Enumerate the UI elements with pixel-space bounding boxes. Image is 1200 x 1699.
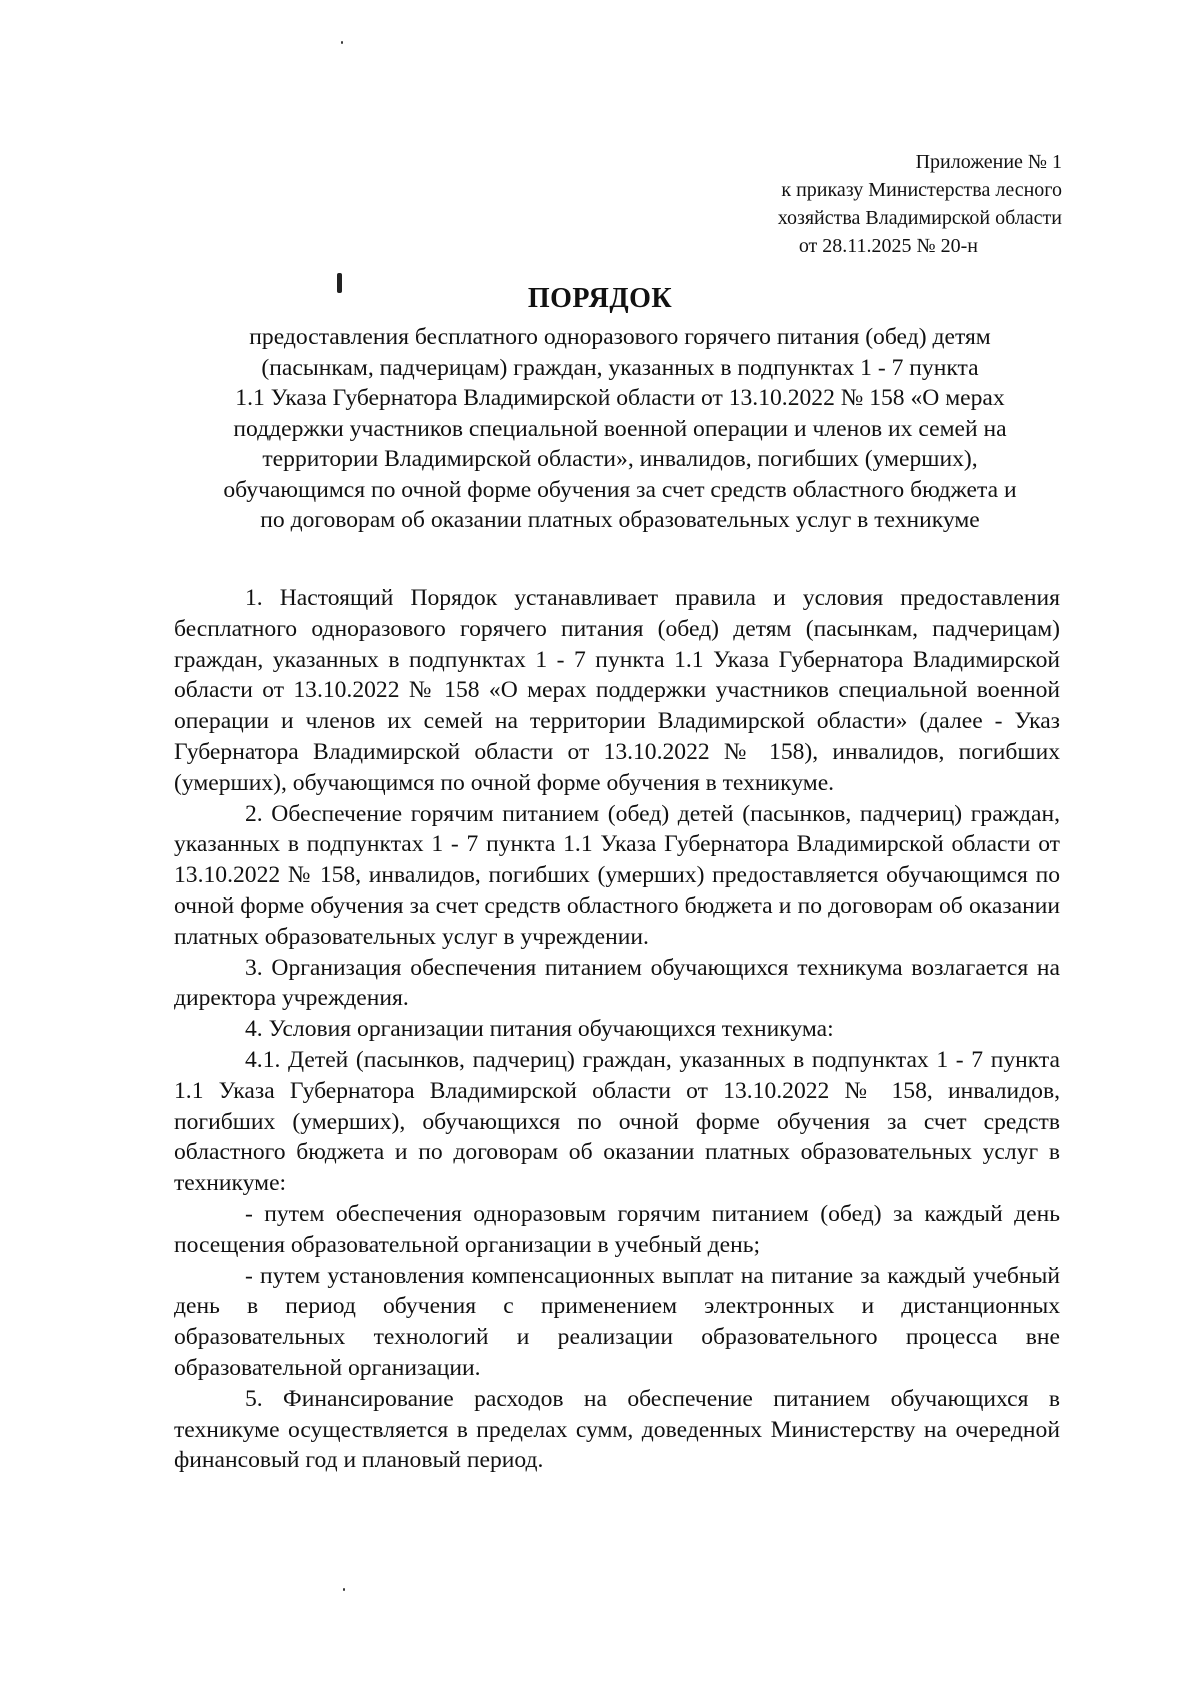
paragraph-1: 1. Настоящий Порядок устанавливает правила и условия предоставления бесплатного одноразового горячего питания (обед) детям (пасынкам, падчерицам) граждан, указанных в подпунктах 1 - 7 пункта 1.1 Указа Губернатора Владимирской области от 13.10.2022 № 158 «О мерах поддержки участников специальной военной операции и членов их семей на территории Владимирской области» (далее - Указ Губернатора Владимирской области от 13.10.2022 № 158), инвалидов, погибших (умерших), обучающимся по очной форме обучения в техникуме.: [174, 585, 1060, 796]
document-subtitle: [170, 322, 1070, 536]
subtitle-line: (пасынкам, падчерицам) граждан, указанных в подпунктах 1 - 7 пункта: [261, 354, 979, 381]
document-title: ПОРЯДОК: [527, 283, 673, 314]
list-item-compensation: - путем установления компенсационных выплат на питание за каждый учебный день в период обучения с применением электронных и дистанционных образовательных технологий и реализации образовательного процесса вне образовательной организации.: [174, 1262, 1060, 1381]
paragraph-4: 4. Условия организации питания обучающихся техникума:: [245, 1016, 834, 1043]
scan-speck: [341, 41, 343, 44]
subtitle-line: обучающимся по очной форме обучения за счет средств областного бюджета и: [223, 476, 1017, 503]
paragraph-5: 5. Финансирование расходов на обеспечение питанием обучающихся в техникуме осуществляется в пределах сумм, доведенных Министерству на очередной финансовый год и плановый период.: [174, 1385, 1060, 1474]
appendix-date: от 28.11.2025 № 20-н: [798, 235, 978, 257]
subtitle-line: по договорам об оказании платных образовательных услуг в техникуме: [260, 507, 980, 533]
subtitle-line: территории Владимирской области», инвалидов, погибших (умерших),: [262, 446, 978, 472]
appendix-number: Приложение № 1: [915, 151, 1062, 173]
subtitle-line: 1.1 Указа Губернатора Владимирской области от 13.10.2022 № 158 «О мерах: [235, 385, 1005, 411]
appendix-ministry: хозяйства Владимирской области: [777, 207, 1062, 229]
paragraph-3: 3. Организация обеспечения питанием обучающихся техникума возлагается на директора учреждения.: [174, 954, 1060, 1012]
document-body: [174, 583, 1060, 1476]
subtitle-line: предоставления бесплатного одноразового горячего питания (обед) детям: [249, 324, 991, 350]
paragraph-2: 2. Обеспечение горячим питанием (обед) детей (пасынков, падчериц) граждан, указанных в подпунктах 1 - 7 пункта 1.1 Указа Губернатора Владимирской области от 13.10.2022 № 158, инвалидов, погибших (умерших) предоставляется обучающимся по очной форме обучения за счет средств областного бюджета и по договорам об оказании платных образовательных услуг в учреждении.: [174, 800, 1060, 950]
appendix-order-ref: к приказу Министерства лесного: [781, 179, 1062, 201]
subtitle-line: поддержки участников специальной военной операции и членов их семей на: [233, 415, 1007, 442]
scan-speck: [343, 1588, 345, 1591]
appendix-block: [778, 148, 1062, 260]
list-item-hot-meal: - путем обеспечения одноразовым горячим питанием (обед) за каждый день посещения образовательной организации в учебный день;: [174, 1200, 1060, 1258]
paragraph-4-1: 4.1. Детей (пасынков, падчериц) граждан, указанных в подпунктах 1 - 7 пункта 1.1 Указа Губернатора Владимирской области от 13.10.2022 № 158, инвалидов, погибших (умерших), обучающихся по очной форме обучения за счет средств областного бюджета и по договорам об оказании платных образовательных услуг в техникуме:: [174, 1046, 1060, 1197]
